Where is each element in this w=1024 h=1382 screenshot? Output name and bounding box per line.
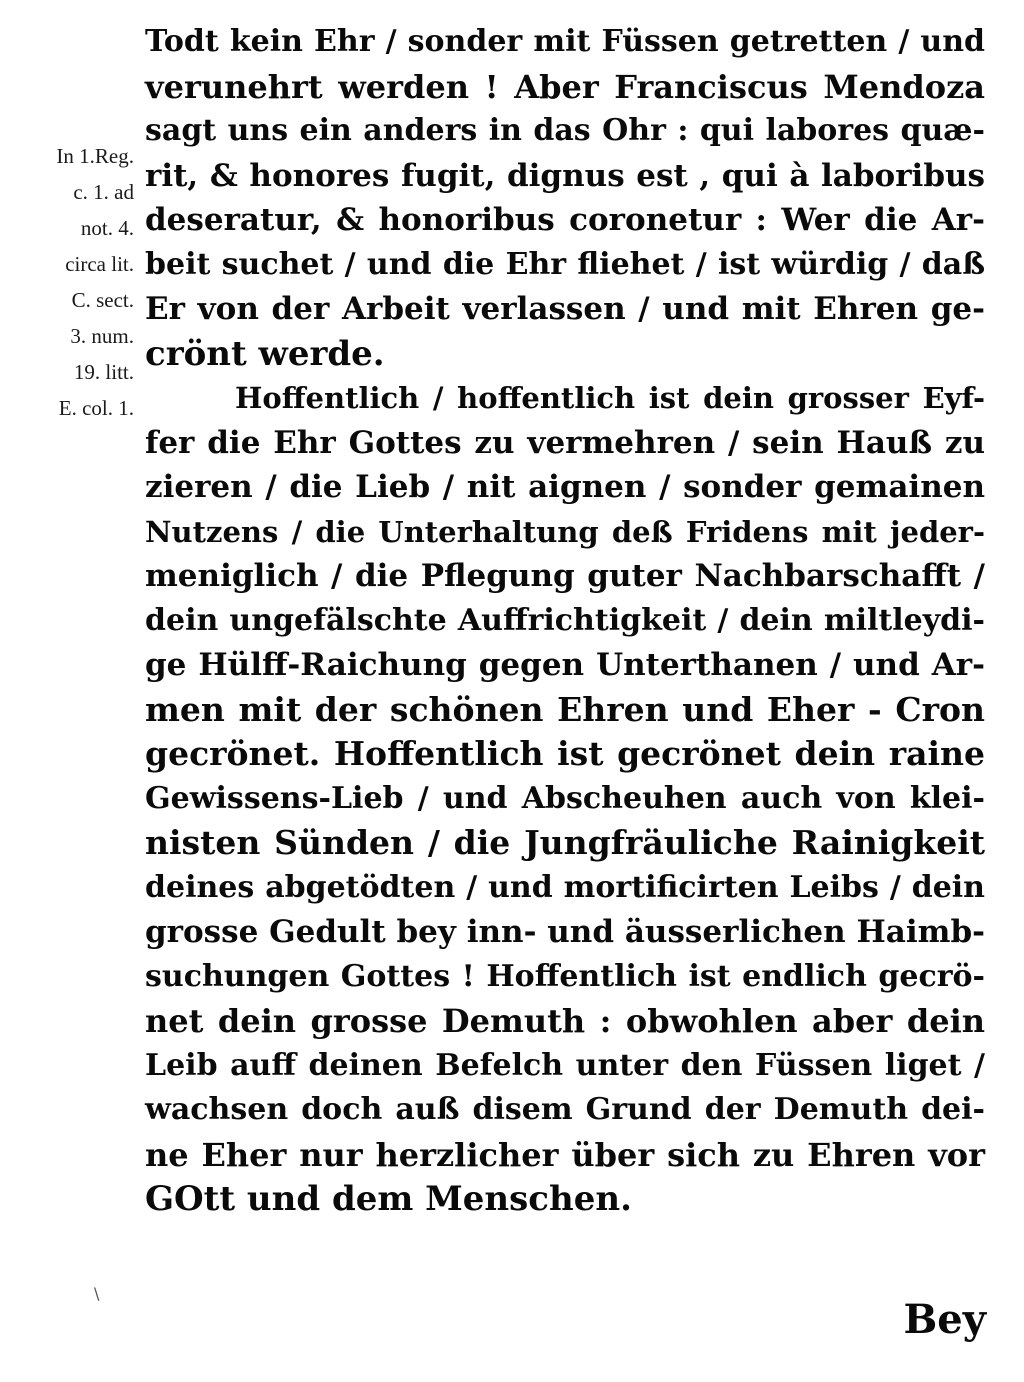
stray-ink-mark: \ — [94, 1284, 100, 1303]
text-line: suchungen Gottes ! Hoffentlich ist endlich gecrö- — [145, 958, 985, 994]
paragraph-start-line: Hoffentlich / hoffentlich ist dein grosser Eyf- — [235, 381, 985, 415]
text-line: Er von der Arbeit verlassen / und mit Ehren ge- — [145, 291, 985, 327]
text-line: men mit der schönen Ehren und Eher - Cron — [145, 689, 985, 729]
text-line: rit, & honores fugit, dignus est , qui à laboribus — [145, 157, 985, 194]
margin-citation — [10, 138, 138, 426]
text-line: gecrönet. Hoffentlich ist gecrönet dein raine — [145, 734, 985, 773]
text-line: grosse Gedult bey inn- und äusserlichen Haimb- — [145, 914, 985, 950]
text-line: ge Hülff-Raichung gegen Unterthanen / und Ar- — [145, 647, 985, 683]
margin-citation-line: In 1.Reg. — [56, 144, 134, 168]
catchword: Bey — [903, 1296, 986, 1343]
text-line: net dein grosse Demuth : obwohlen aber dein — [145, 1002, 985, 1040]
text-line: GOtt und dem Menschen. — [145, 1179, 632, 1219]
margin-citation-line: C. sect. — [71, 288, 134, 312]
text-line: beit suchet / und die Ehr fliehet / ist würdig / daß — [145, 246, 985, 282]
text-line: Gewissens-Lieb / und Abscheuhen auch von klei- — [145, 780, 985, 816]
text-line: Leib auff deinen Befelch unter den Füssen liget / — [145, 1047, 985, 1083]
text-line: wachsen doch auß disem Grund der Demuth dei- — [145, 1092, 985, 1127]
text-line: verunehrt werden ! Aber Franciscus Mendoza — [145, 67, 985, 106]
margin-citation-line: not. 4. — [80, 216, 134, 240]
text-line: fer die Ehr Gottes zu vermehren / sein Hauß zu — [145, 424, 985, 461]
text-line: zieren / die Lieb / nit aignen / sonder gemainen — [145, 469, 985, 505]
text-line: deseratur, & honoribus coronetur : Wer die Ar- — [145, 202, 985, 238]
margin-citation-line: 19. litt. — [73, 360, 134, 384]
text-line: ne Eher nur herzlicher über sich zu Ehren vor — [145, 1135, 985, 1174]
body-text — [145, 20, 985, 1222]
text-line: dein ungefälschte Auffrichtigkeit / dein miltleydi- — [145, 602, 985, 638]
margin-citation-line: 3. num. — [70, 324, 134, 348]
text-line: meniglich / die Pflegung guter Nachbarschafft / — [145, 558, 985, 594]
text-line: crönt werde. — [145, 333, 385, 374]
text-line: nisten Sünden / die Jungfräuliche Rainigkeit — [145, 823, 985, 862]
margin-citation-line: c. 1. ad — [73, 180, 134, 204]
text-line: Todt kein Ehr / sonder mit Füssen getretten / und — [145, 24, 985, 59]
margin-citation-line: circa lit. — [65, 252, 134, 276]
text-line: sagt uns ein anders in das Ohr : qui labores quæ- — [145, 113, 985, 148]
text-line: Nutzens / die Unterhaltung deß Fridens mit jeder- — [145, 514, 985, 549]
text-line: deines abgetödten / und mortificirten Leibs / dein — [145, 869, 985, 905]
margin-citation-line: E. col. 1. — [58, 396, 134, 420]
